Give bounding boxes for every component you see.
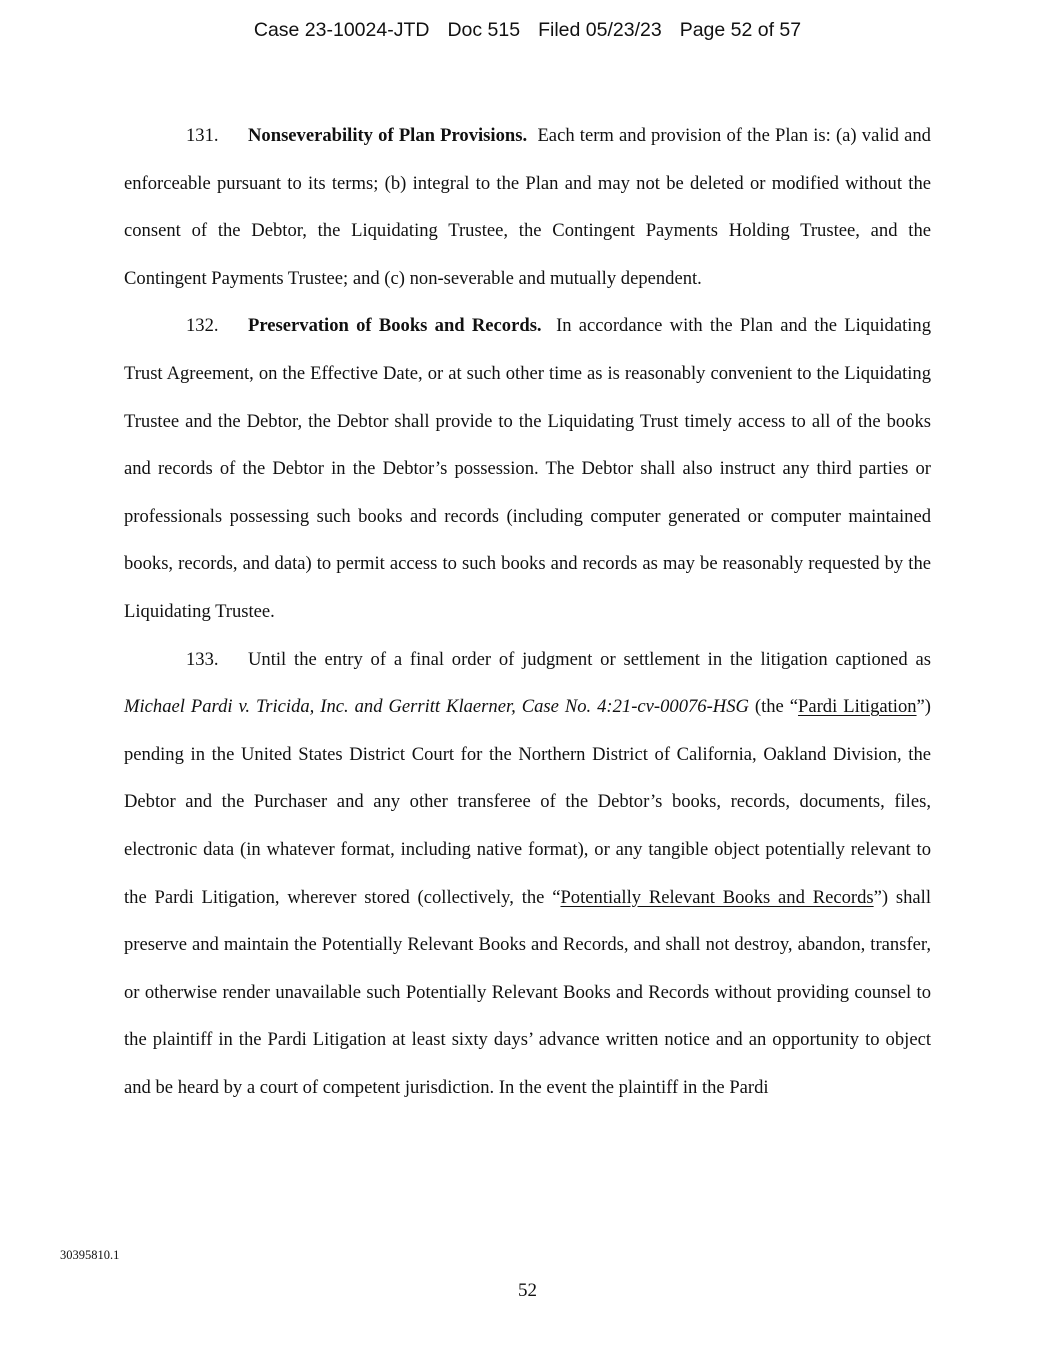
page-count: Page 52 of 57 [679,19,802,41]
case-caption: Michael Pardi v. Tricida, Inc. and Gerritt Klaerner, Case No. 4:21-cv-00076-HSG [124,696,749,718]
paragraph-heading: Preservation of Books and Records. [248,315,542,337]
paragraph-132 [124,302,931,635]
defined-term-pardi-litigation: Pardi Litigation [798,696,917,718]
paragraph-text-b: ”) pending in the United States District Court for the Northern District of California, Oakland Division, the Debtor and the Purchaser and any other transferee of the Debtor’s books, records, documents, files, electronic data (in whatever format, including native format), or any tangible object potentially relevant to the Pardi Litigation, wherever stored (collectively, the “ [124,696,931,908]
document-body [124,112,931,1111]
paragraph-number: 131. [186,125,219,146]
filed-date: Filed 05/23/23 [538,19,662,41]
paragraph-text: Each term and provision of the Plan is: (a) valid and enforceable pursuant to its terms; (b) integral to the Plan and may not be deleted or modified without the consent of the Debtor, the Liquidating Trustee, the Contingent Payments Holding Trustee, and the Contingent Payments Trustee; and (c) non-severable and mutually dependent. [124,125,931,289]
filing-header [0,19,1055,42]
defined-term-relevant-books: Potentially Relevant Books and Records [560,886,874,908]
doc-number: Doc 515 [447,19,521,41]
paragraph-131 [124,112,931,302]
paragraph-heading: Nonseverability of Plan Provisions. [248,125,528,146]
paragraph-intro: Until the entry of a final order of judgment or settlement in the litigation captioned as [248,648,931,670]
paragraph-number: 132. [186,315,219,337]
case-number: Case 23-10024-JTD [253,19,430,41]
page-number: 52 [518,1280,537,1301]
paragraph-text-c: ”) shall preserve and maintain the Potentially Relevant Books and Records, and shall not destroy, abandon, transfer, or otherwise render unavailable such Potentially Relevant Books and Records without providing counsel to the plaintiff in the Pardi Litigation at least sixty days’ advance written notice and an opportunity to object and be heard by a court of competent jurisdiction. In the event the plaintiff in the Pardi [124,886,931,1098]
paragraph-text-a: (the “ [754,696,799,718]
paragraph-133 [124,636,931,1112]
paragraph-text: In accordance with the Plan and the Liquidating Trust Agreement, on the Effective Date, or at such other time as is reasonably convenient to the Liquidating Trustee and the Debtor, the Debtor shall provide to the Liquidating Trust timely access to all of the books and records of the Debtor in the Debtor’s possession. The Debtor shall also instruct any third parties or professionals possessing such books and records (including computer generated or computer maintained books, records, and data) to permit access to such books and records as may be reasonably requested by the Liquidating Trustee. [124,315,931,622]
document-id: 30395810.1 [60,1248,120,1262]
paragraph-number: 133. [186,648,219,670]
